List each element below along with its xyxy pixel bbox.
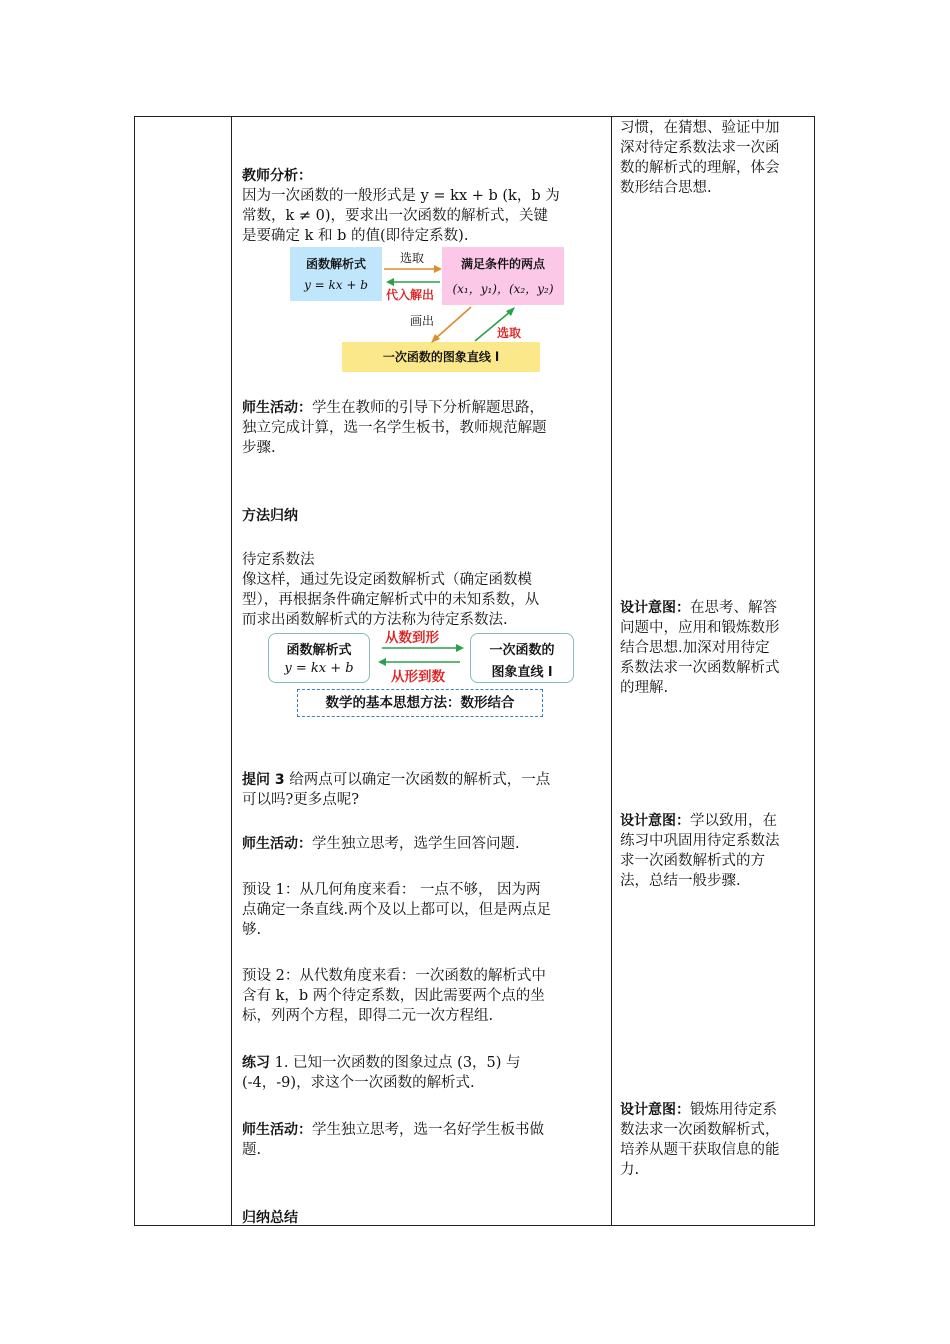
design-note-1: 习惯，在猜想、验证中加 深对待定系数法求一次函 数的解析式的理解，体会 数形结合思想. — [620, 120, 780, 196]
exercise-1: 练习 1. 已知一次函数的图象过点 (3，5) 与 (-4，-9)，求这个一次函数的解析式. — [242, 1055, 521, 1091]
arrowhead — [434, 265, 442, 273]
design-note-3: 设计意图：学以致用，在 练习中巩固用待定系数法 求一次函数解析式的方 法，总结一般步骤. — [620, 813, 780, 889]
activity-3: 师生活动：学生独立思考，选一名好学生板书做 题. — [242, 1122, 544, 1158]
preset-2: 预设 2：从代数角度来看：一次函数的解析式中 含有 k，b 两个待定系数，因此需要两个点的坐 标，列两个方程，即得二元一次方程组. — [242, 968, 546, 1024]
method-title: 方法归纳 — [242, 508, 298, 524]
diagram1-select2-label: 选取 — [497, 326, 522, 340]
diagram2-line-box: 一次函数的 图象直线 l — [470, 633, 574, 683]
diagram1-line-box: 一次函数的图象直线 l — [342, 342, 540, 372]
diagram1-diag-arrows — [425, 303, 525, 345]
diagram2-function-box: 函数解析式 y = kx + b — [268, 633, 370, 683]
arrow-draw — [435, 307, 471, 339]
diagram1-points-box: 满足条件的两点 (x₁，y₁)，(x₂，y₂) — [442, 247, 564, 305]
teacher-analysis: 教师分析： 因为一次函数的一般形式是 y = kx + b (k，b 为 常数，k ≠ 0)，要求出一次函数的解析式，关键 是要确定 k 和 b 的值(即待定系数). — [242, 168, 560, 244]
design-note-2: 设计意图：在思考、解答 问题中，应用和锻炼数形 结合思想.加深对用待定 系数法求一次函数解析式 的理解. — [620, 600, 780, 696]
diagram1-substitute-label: 代入解出 — [386, 288, 435, 302]
diagram2-num-to-shape: 从数到形 — [385, 630, 439, 646]
preset-1: 预设 1：从几何角度来看： 一点不够， 因为两 点确定一条直线.两个及以上都可以，但是两点足 够. — [242, 882, 552, 938]
diagram2-arrows — [372, 640, 470, 670]
diagram2-shape-to-num: 从形到数 — [391, 669, 445, 685]
design-note-4: 设计意图：锻炼用待定系 数法求一次函数解析式， 培养从题干获取信息的能 力. — [620, 1102, 780, 1178]
summary-title: 归纳总结 — [242, 1210, 298, 1226]
diagram1-select-label: 选取 — [400, 251, 425, 265]
activity-2: 师生活动：学生独立思考，选学生回答问题. — [242, 836, 520, 852]
method-body: 待定系数法 像这样，通过先设定函数解析式（确定函数模 型），再根据条件确定解析式中的未知系数，从 而求出函数解析式的方法称为待定系数法. — [242, 552, 540, 628]
arrow-select2 — [475, 311, 511, 341]
arrowhead — [378, 658, 386, 666]
question-3: 提问 3 给两点可以确定一次函数的解析式，一点 可以吗?更多点呢? — [242, 772, 551, 808]
diagram2-idea-box: 数学的基本思想方法：数形结合 — [297, 689, 543, 717]
arrowhead — [386, 278, 394, 286]
diagram1-draw-label: 画出 — [410, 314, 435, 328]
column-divider-1 — [231, 117, 232, 1225]
column-divider-2 — [611, 117, 612, 1225]
diagram1-function-box: 函数解析式 y = kx + b — [290, 247, 382, 301]
diagram1-arrows — [380, 255, 450, 305]
arrowhead — [456, 644, 464, 652]
activity-1: 师生活动：学生在教师的引导下分析解题思路， 独立完成计算，选一名学生板书，教师规范解题 步骤. — [242, 400, 547, 456]
